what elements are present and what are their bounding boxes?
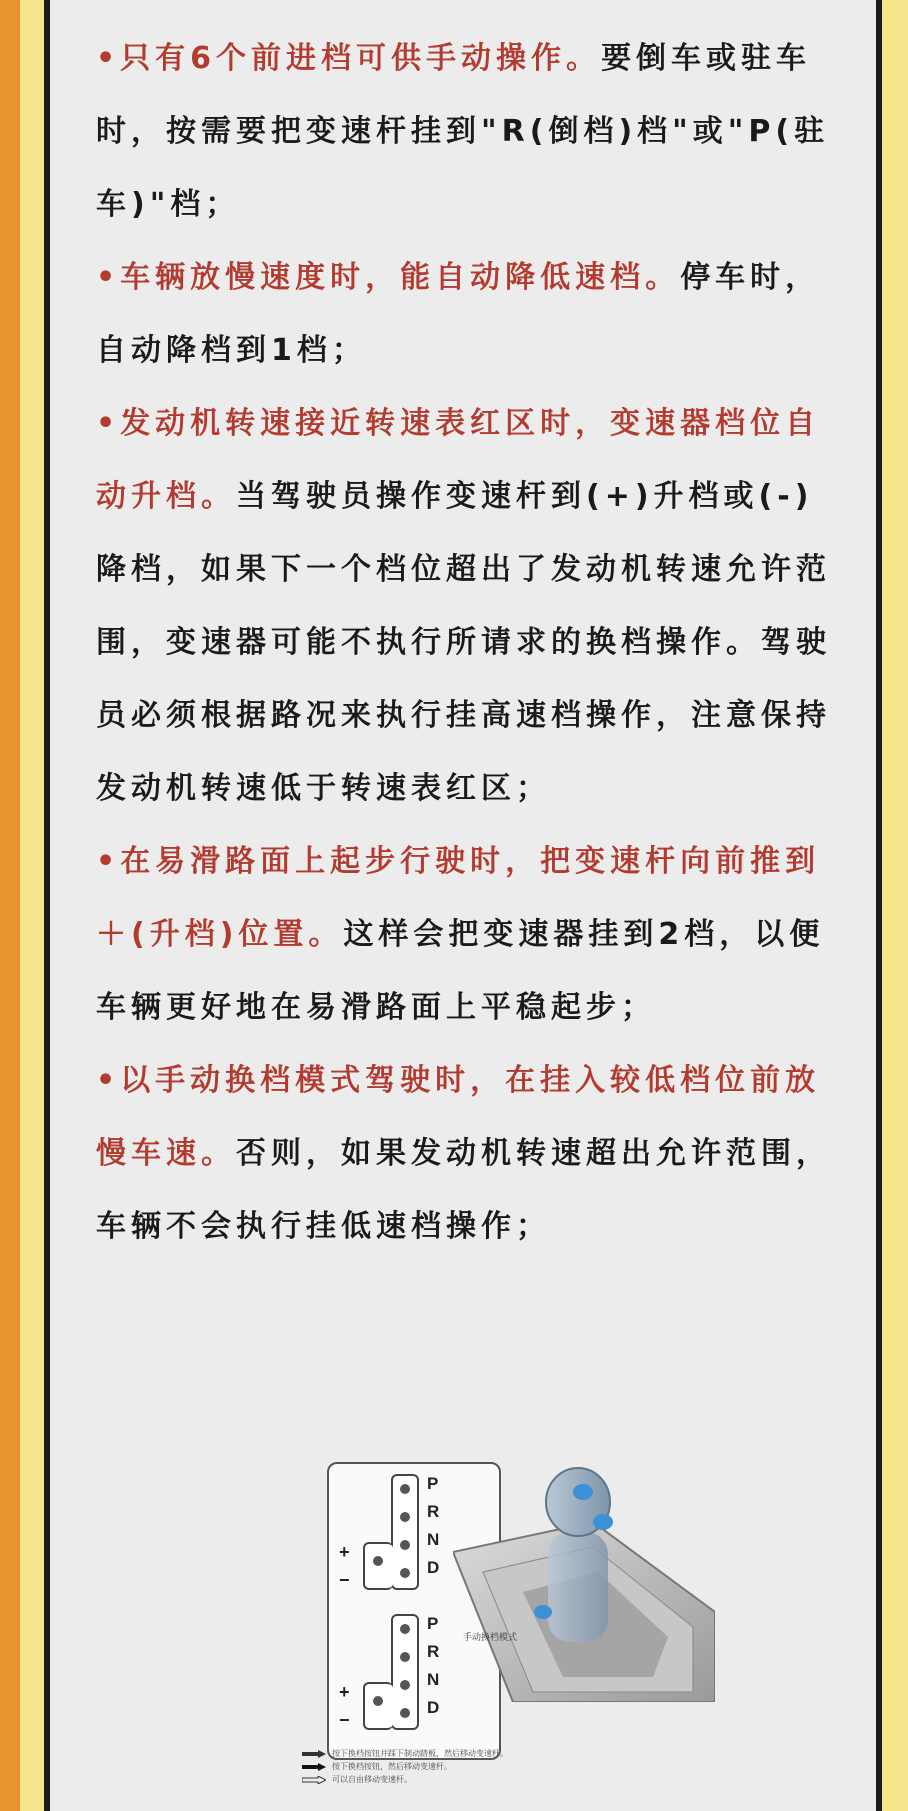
minus-label: − (339, 1570, 350, 1590)
legend-text: 按下换档按钮并踩下制动踏板，然后移动变速杆。 (332, 1749, 508, 1758)
gear-label-d: D (427, 1698, 440, 1717)
body-text: 停车时，自动降档到1档； (96, 260, 821, 368)
left-yellow-stripe (20, 0, 38, 1811)
gear-label-p: P (427, 1474, 439, 1493)
paragraph-4 (96, 825, 840, 1044)
bullet: • (96, 260, 121, 295)
paragraph-5 (96, 1044, 840, 1263)
solid-arrow-icon (302, 1763, 326, 1771)
body-text: 这样会把变速器挂到2档，以便车辆更好地在易滑路面上平稳起步； (96, 917, 825, 1025)
gear-label-d: D (427, 1558, 440, 1577)
shifter-illustration (453, 1462, 715, 1702)
manual-gate-top (363, 1542, 393, 1590)
right-yellow-stripe (886, 0, 908, 1811)
body-text: 当驾驶员操作变速杆到(+)升档或(-)降档，如果下一个档位超出了发动机转速允许范围，变速器可能不执行所请求的换档操作。驾驶员必须根据路况来执行挂高速档操作，注意保持发动机转速低于转速表红区； (96, 479, 831, 806)
outline-arrow-icon (302, 1776, 326, 1784)
striped-arrow-icon (302, 1750, 326, 1758)
bullet: • (96, 1063, 121, 1098)
gear-dot (373, 1696, 383, 1706)
legend-text: 按下换档按钮，然后移动变速杆。 (332, 1762, 452, 1771)
left-orange-stripe (0, 0, 20, 1811)
legend-item (302, 1747, 602, 1760)
gear-shifter-icon (453, 1462, 715, 1702)
legend-item (302, 1760, 602, 1773)
body-text: 要倒车或驻车时，按需要把变速杆挂到"R(倒档)档"或"P(驻车)"档； (96, 41, 830, 222)
highlight-text: 以手动换档模式驾驶时，在挂入较低档位前放慢车速。 (96, 1063, 821, 1171)
highlight-text: 发动机转速接近转速表红区时，变速器档位自动升档。 (96, 406, 821, 514)
gear-label-p: P (427, 1614, 439, 1633)
legend-text: 可以自由移动变速杆。 (332, 1775, 412, 1784)
paragraph-3 (96, 387, 840, 825)
gear-label-n: N (427, 1530, 440, 1549)
body-text: 否则，如果发动机转速超出允许范围，车辆不会执行挂低速档操作； (96, 1136, 831, 1244)
paragraph-2 (96, 241, 840, 387)
gear-dot (373, 1556, 383, 1566)
gear-dot (400, 1512, 410, 1522)
gear-dot (400, 1624, 410, 1634)
gear-label-r: R (427, 1642, 440, 1661)
legend-item (302, 1773, 602, 1786)
gear-dot (400, 1652, 410, 1662)
paragraph-1 (96, 22, 840, 241)
gear-dot (400, 1708, 410, 1718)
gear-dot (400, 1680, 410, 1690)
article-text (96, 22, 840, 1263)
gear-shift-figure (285, 1462, 715, 1762)
gear-dot (400, 1540, 410, 1550)
bullet: • (96, 406, 121, 441)
minus-label: − (339, 1710, 350, 1730)
bullet: • (96, 844, 121, 879)
shifter-caption: 手动换档模式 (463, 1633, 518, 1643)
plus-label: + (339, 1542, 350, 1562)
bullet: • (96, 41, 121, 76)
gear-dot (400, 1568, 410, 1578)
plus-label: + (339, 1682, 350, 1702)
gear-dot (400, 1484, 410, 1494)
gear-label-n: N (427, 1670, 440, 1689)
highlight-text: 车辆放慢速度时，能自动降低速档。 (120, 260, 681, 295)
highlight-text: 只有6个前进档可供手动操作。 (120, 41, 602, 76)
figure-legend (302, 1747, 602, 1786)
gear-label-r: R (427, 1502, 440, 1521)
highlight-text: 在易滑路面上起步行驶时，把变速杆向前推到＋(升档)位置。 (96, 844, 821, 952)
manual-gate-bottom (363, 1682, 393, 1730)
